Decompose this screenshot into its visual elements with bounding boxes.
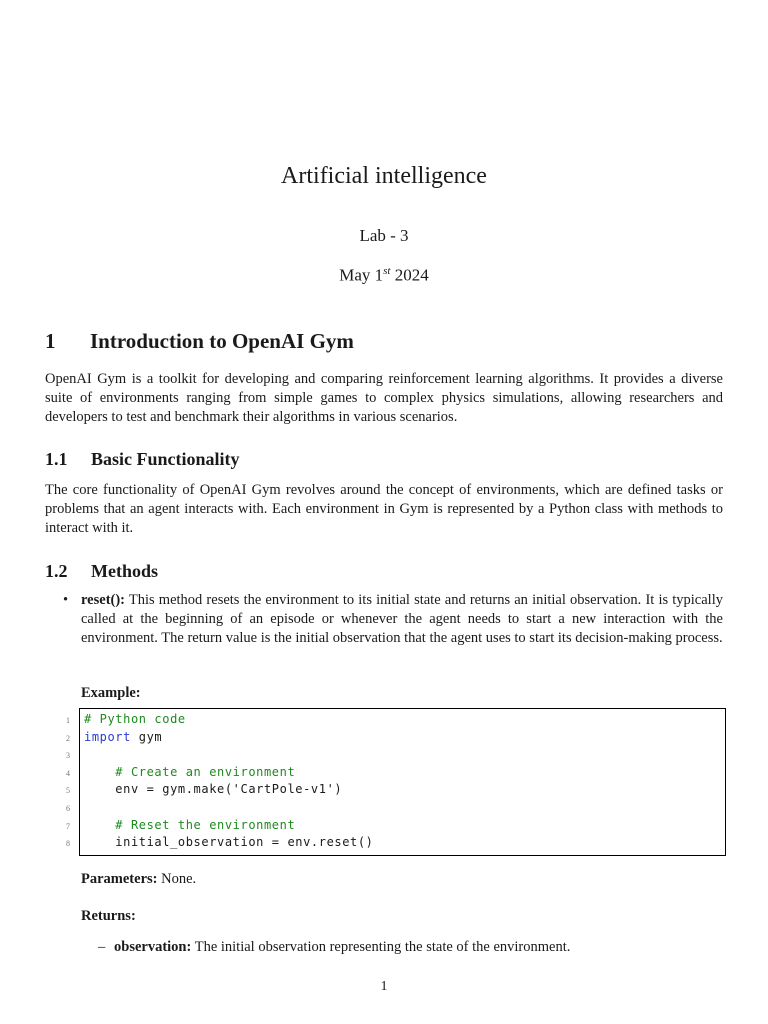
section-1-1-paragraph: The core functionality of OpenAI Gym revolves around the concept of environments, which are defined tasks or problems that an agent interacts with. Each environment in Gym is represented by a Python class with methods to interact with it.: [45, 482, 723, 536]
code-line: [66, 800, 725, 817]
line-number: 4: [66, 769, 70, 778]
example-label: [81, 685, 141, 702]
bullet-text: [81, 591, 723, 648]
code-line: [66, 747, 725, 764]
code-comment: # Create an environment: [84, 765, 296, 779]
code-line: [66, 818, 725, 835]
returns-item: [98, 939, 570, 956]
section-1-1-heading: [45, 449, 240, 470]
section-1-2-title: Methods: [91, 561, 158, 581]
line-number: 6: [66, 804, 70, 813]
code-line: [66, 782, 725, 799]
code-text: env = gym.make('CartPole-v1'): [84, 782, 343, 796]
date-prefix: May 1: [339, 265, 384, 285]
code-keyword: import: [84, 730, 131, 744]
section-1-title: Introduction to OpenAI Gym: [90, 329, 354, 353]
code-comment: # Python code: [84, 712, 186, 726]
code-line: [66, 835, 725, 852]
line-number: 1: [66, 716, 70, 725]
code-line: [66, 765, 725, 782]
line-number: 5: [66, 786, 70, 795]
line-number: 8: [66, 839, 70, 848]
section-1-number: 1: [45, 329, 56, 353]
code-line: [66, 712, 725, 729]
bullet-term: reset():: [81, 592, 126, 608]
date-superscript: st: [383, 265, 391, 277]
line-number: 3: [66, 751, 70, 760]
line-number: 2: [66, 734, 70, 743]
code-text: [84, 730, 162, 744]
example-label-text: Example:: [81, 685, 141, 701]
bullet-description: This method resets the environment to its initial state and returns an initial observation. It is typically called at the beginning of an episode or whenever the agent needs to start a new interaction with the environment. The return value is the initial observation that the agent uses to start its decision-making process.: [81, 592, 723, 646]
parameters-value: None.: [157, 871, 197, 887]
code-rest: gym: [130, 730, 163, 744]
dash-icon: –: [98, 939, 106, 955]
returns-item-term: observation:: [114, 939, 192, 955]
returns-label-text: Returns:: [81, 908, 136, 924]
section-1-1-title: Basic Functionality: [91, 449, 240, 469]
line-number: 7: [66, 822, 70, 831]
section-1-1-number: 1.1: [45, 449, 68, 469]
code-line: [66, 730, 725, 747]
section-1-heading: [45, 329, 354, 354]
section-1-paragraph: OpenAI Gym is a toolkit for developing and comparing reinforcement learning algorithms. It provides a diverse suite of environments ranging from simple games to complex physics simulations, allowing researchers and developers to test and benchmark their algorithms in various scenarios.: [45, 371, 723, 425]
section-1-2-number: 1.2: [45, 561, 68, 581]
code-listing: [66, 708, 726, 856]
returns-label: [81, 908, 136, 925]
code-comment: # Reset the environment: [84, 818, 296, 832]
page-number: 1: [380, 979, 388, 994]
document-title: Artificial intelligence: [281, 163, 487, 189]
date-year: 2024: [390, 265, 429, 285]
section-1-2-heading: [45, 561, 158, 582]
document-subtitle: Lab - 3: [359, 226, 409, 245]
code-text: initial_observation = env.reset(): [84, 835, 374, 849]
parameters-label: Parameters:: [81, 871, 158, 887]
document-date: [0, 265, 768, 286]
parameters-line: [81, 871, 196, 888]
bullet-dot-icon: •: [63, 592, 69, 608]
returns-item-text: The initial observation representing the state of the environment.: [191, 939, 571, 955]
